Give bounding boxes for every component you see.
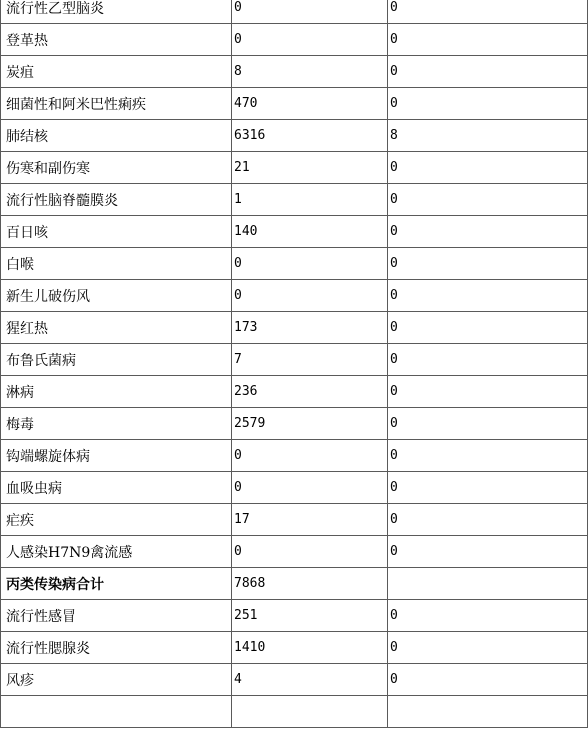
death-count-cell: 0	[388, 536, 588, 568]
table-row	[1, 632, 588, 664]
case-count-cell: 0	[232, 24, 388, 56]
death-count-cell	[388, 568, 588, 600]
case-count-cell: 7868	[232, 568, 388, 600]
table-row	[1, 696, 588, 728]
table-row	[1, 664, 588, 696]
disease-name-cell	[1, 696, 232, 728]
table-row	[1, 0, 588, 24]
case-count-cell: 173	[232, 312, 388, 344]
disease-name-cell: 疟疾	[1, 504, 232, 536]
death-count-cell: 0	[388, 0, 588, 24]
death-count-cell: 0	[388, 376, 588, 408]
table-row	[1, 504, 588, 536]
case-count-cell: 140	[232, 216, 388, 248]
disease-name-cell: 流行性腮腺炎	[1, 632, 232, 664]
table-row	[1, 248, 588, 280]
disease-name-cell: 流行性感冒	[1, 600, 232, 632]
case-count-cell: 21	[232, 152, 388, 184]
disease-name-cell: 布鲁氏菌病	[1, 344, 232, 376]
disease-name-cell: 梅毒	[1, 408, 232, 440]
case-count-cell: 4	[232, 664, 388, 696]
table-row	[1, 600, 588, 632]
disease-name-cell: 人感染H7N9禽流感	[1, 536, 232, 568]
table-row	[1, 568, 588, 600]
death-count-cell: 0	[388, 632, 588, 664]
case-count-cell: 7	[232, 344, 388, 376]
table-row	[1, 216, 588, 248]
case-count-cell: 0	[232, 280, 388, 312]
table-row	[1, 120, 588, 152]
disease-name-cell: 炭疽	[1, 56, 232, 88]
disease-name-cell: 流行性脑脊髓膜炎	[1, 184, 232, 216]
death-count-cell: 0	[388, 408, 588, 440]
case-count-cell: 0	[232, 440, 388, 472]
death-count-cell: 0	[388, 248, 588, 280]
death-count-cell: 0	[388, 504, 588, 536]
case-count-cell: 8	[232, 56, 388, 88]
table-row	[1, 344, 588, 376]
table-row	[1, 376, 588, 408]
disease-name-cell: 风疹	[1, 664, 232, 696]
case-count-cell: 0	[232, 248, 388, 280]
table-row	[1, 184, 588, 216]
case-count-cell: 0	[232, 536, 388, 568]
table-row	[1, 536, 588, 568]
table-row	[1, 56, 588, 88]
death-count-cell: 0	[388, 312, 588, 344]
death-count-cell: 0	[388, 24, 588, 56]
death-count-cell: 0	[388, 280, 588, 312]
table-row	[1, 408, 588, 440]
case-count-cell: 236	[232, 376, 388, 408]
disease-name-cell: 肺结核	[1, 120, 232, 152]
table-row	[1, 88, 588, 120]
case-count-cell: 1410	[232, 632, 388, 664]
death-count-cell: 0	[388, 184, 588, 216]
death-count-cell: 0	[388, 344, 588, 376]
disease-name-cell: 钩端螺旋体病	[1, 440, 232, 472]
table-row	[1, 312, 588, 344]
table-body	[1, 0, 588, 728]
disease-name-cell: 猩红热	[1, 312, 232, 344]
disease-name-cell: 淋病	[1, 376, 232, 408]
disease-name-cell: 登革热	[1, 24, 232, 56]
case-count-cell: 17	[232, 504, 388, 536]
table-row	[1, 280, 588, 312]
death-count-cell: 0	[388, 440, 588, 472]
death-count-cell: 0	[388, 216, 588, 248]
case-count-cell: 0	[232, 472, 388, 504]
case-count-cell: 1	[232, 184, 388, 216]
table-row	[1, 152, 588, 184]
disease-name-cell: 丙类传染病合计	[1, 568, 232, 600]
death-count-cell: 0	[388, 56, 588, 88]
table-row	[1, 472, 588, 504]
case-count-cell: 470	[232, 88, 388, 120]
death-count-cell: 0	[388, 152, 588, 184]
case-count-cell	[232, 696, 388, 728]
case-count-cell: 0	[232, 0, 388, 24]
death-count-cell: 0	[388, 600, 588, 632]
case-count-cell: 251	[232, 600, 388, 632]
disease-name-cell: 伤寒和副伤寒	[1, 152, 232, 184]
case-count-cell: 6316	[232, 120, 388, 152]
disease-name-cell: 白喉	[1, 248, 232, 280]
disease-name-cell: 细菌性和阿米巴性痢疾	[1, 88, 232, 120]
table-row	[1, 440, 588, 472]
death-count-cell: 0	[388, 664, 588, 696]
disease-name-cell: 血吸虫病	[1, 472, 232, 504]
disease-name-cell: 百日咳	[1, 216, 232, 248]
death-count-cell: 0	[388, 88, 588, 120]
case-count-cell: 2579	[232, 408, 388, 440]
death-count-cell: 8	[388, 120, 588, 152]
death-count-cell	[388, 696, 588, 728]
table-row	[1, 24, 588, 56]
disease-name-cell: 新生儿破伤风	[1, 280, 232, 312]
disease-name-cell: 流行性乙型脑炎	[1, 0, 232, 24]
death-count-cell: 0	[388, 472, 588, 504]
